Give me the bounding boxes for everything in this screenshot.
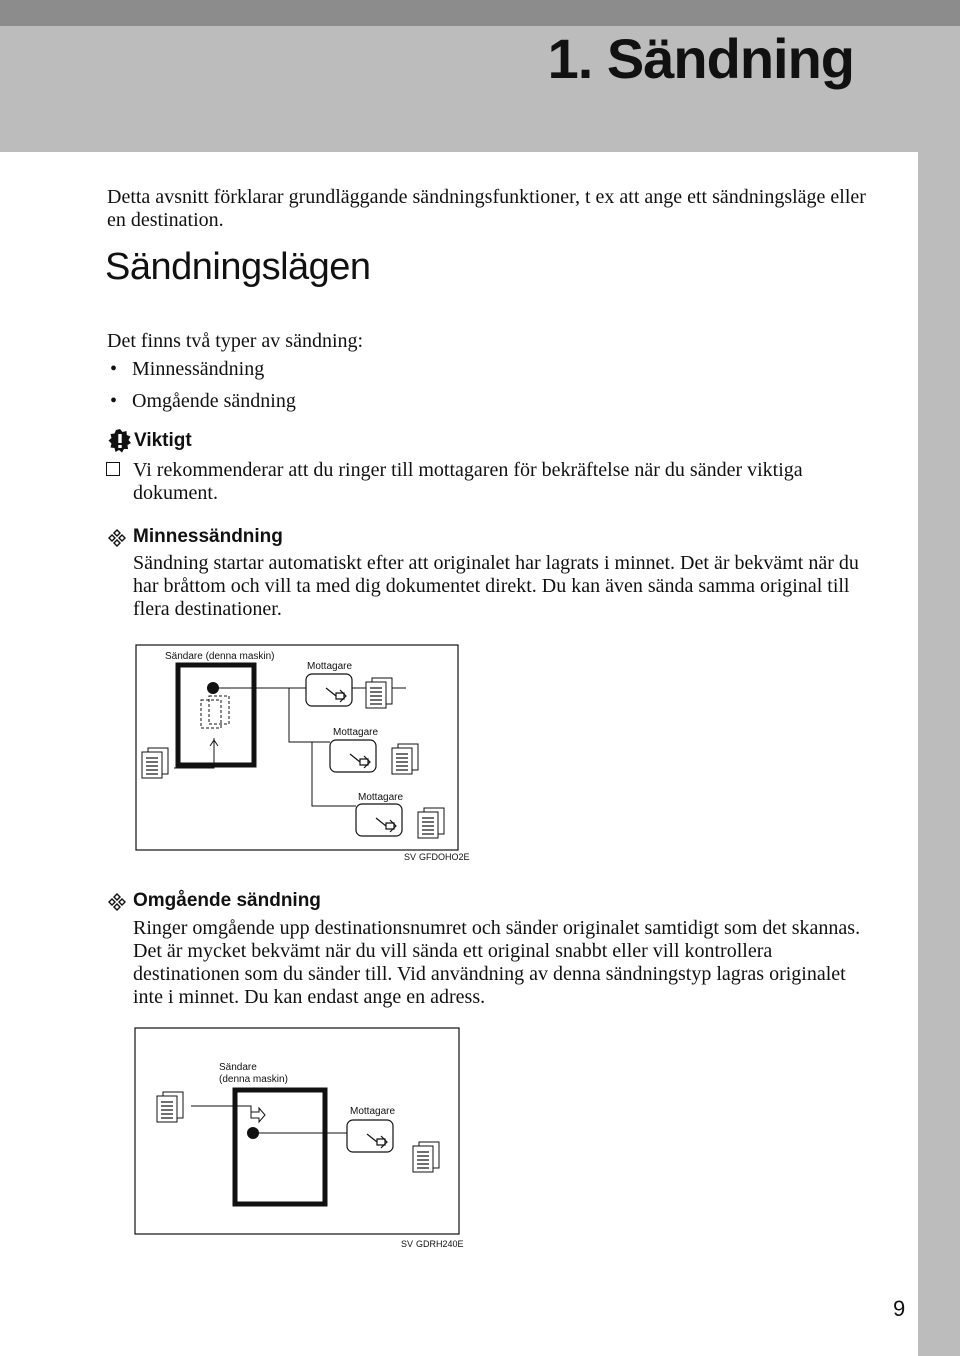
immediate-title: Omgående sändning (133, 890, 321, 911)
sender-label-line1: Sändare (219, 1062, 257, 1073)
right-margin-band (918, 152, 960, 1356)
list-item: • Minnessändning (110, 358, 265, 380)
figure-code-prefix: SV (404, 852, 417, 862)
sender-label: Sändare (denna maskin) (165, 651, 275, 662)
immediate-transmission-figure (133, 1026, 463, 1252)
diamond-bullet-icon (108, 893, 126, 911)
list-item-label: Minnessändning (132, 358, 265, 380)
memory-text: Sändning startar automatiskt efter att originalet har lagrats i minnet. Det är bekvämt när du har bråttom och vill ta med dig dokumentet direkt. Du kan även sända samma original till flera destinationer. (133, 552, 859, 620)
figure-code: GFDOHO2E (419, 852, 470, 862)
receiver-label: Mottagare (350, 1106, 396, 1117)
diamond-bullet-icon (108, 529, 126, 547)
sender-label-line2: (denna maskin) (219, 1074, 288, 1085)
important-label: Viktigt (134, 430, 192, 451)
memory-transmission-figure (134, 642, 470, 864)
checkbox-icon (106, 462, 120, 476)
intro-paragraph: Detta avsnitt förklarar grundläggande sändningsfunktioner, t ex att ange ett sändningsläge eller en destination. (107, 186, 866, 231)
important-icon (107, 428, 133, 454)
list-item: • Omgående sändning (110, 390, 296, 412)
receiver-label: Mottagare (333, 727, 379, 738)
original-document-icon (157, 1092, 183, 1122)
figure-code: GDRH240E (416, 1239, 464, 1249)
original-document-icon (142, 748, 168, 778)
receiver-label: Mottagare (358, 792, 404, 803)
types-intro: Det finns två typer av sändning: (107, 330, 364, 352)
page-number: 9 (893, 1296, 906, 1321)
important-text: Vi rekommenderar att du ringer till mottagaren för bekräftelse när du sänder viktiga dokument. (133, 459, 803, 504)
header-top-strip (0, 0, 960, 26)
receiver-label: Mottagare (307, 661, 353, 672)
section-heading: Sändningslägen (105, 246, 371, 288)
list-item-label: Omgående sändning (132, 390, 296, 412)
immediate-text: Ringer omgående upp destinationsnumret och sänder originalet samtidigt som det skannas. Det är mycket bekvämt när du vill sända ett original snabbt eller vill kontrollera destinationen som du sänder till. Vid användning av denna sändningstyp lagras originalet inte i minnet. Du kan endast ange en adress. (133, 917, 861, 1008)
chapter-title: 1. Sändning (547, 27, 854, 90)
figure-code-prefix: SV (401, 1239, 414, 1249)
memory-title: Minnessändning (133, 526, 283, 547)
